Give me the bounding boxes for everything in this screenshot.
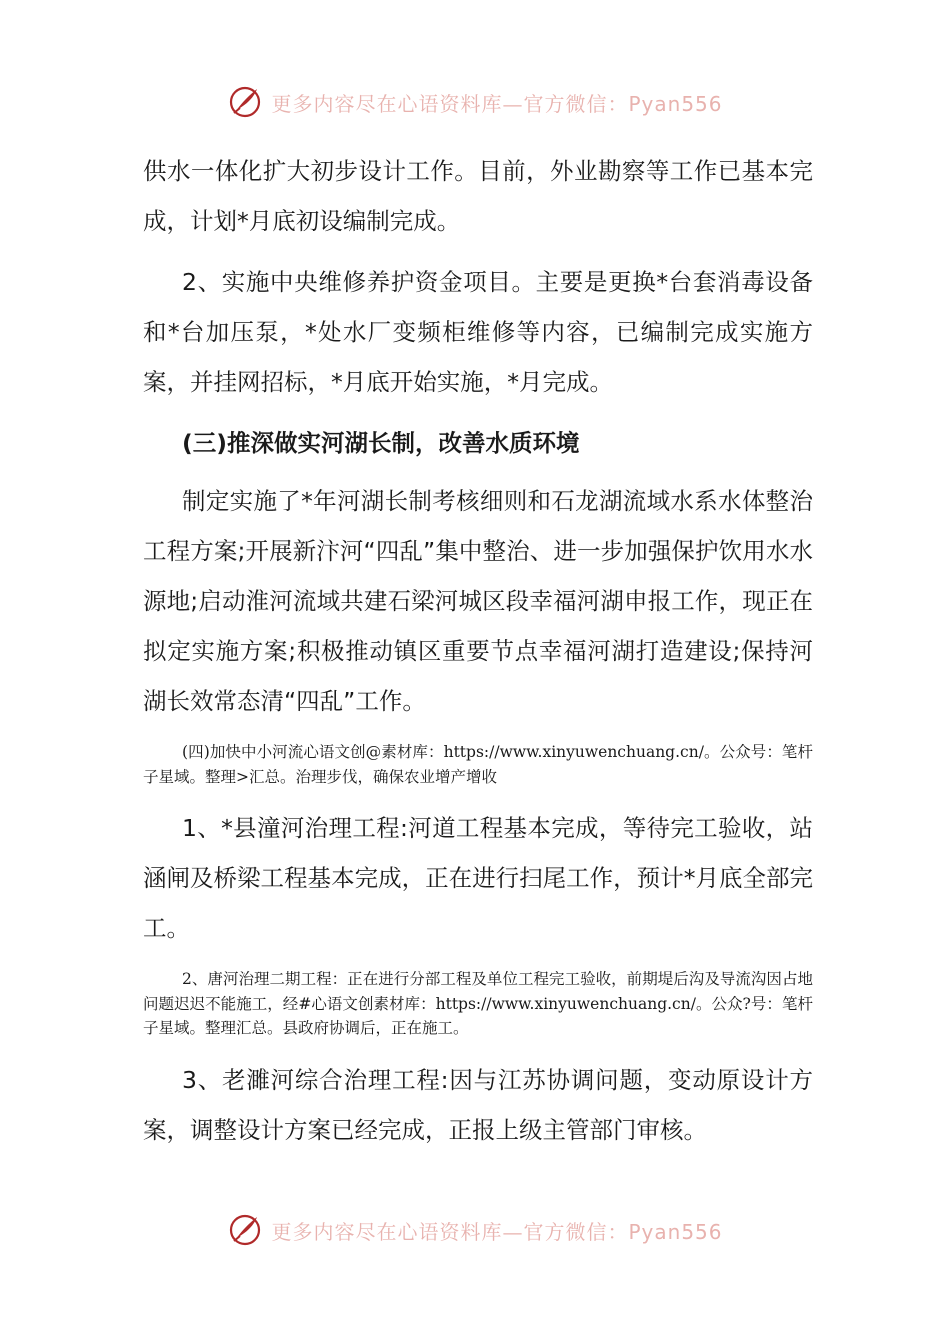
watermark-banner-top <box>0 82 950 122</box>
watermark-text: 更多内容尽在心语资料库—官方微信：Pyan556 <box>271 1219 723 1244</box>
paragraph: 2、实施中央维修养护资金项目。主要是更换*台套消毒设备和*台加压泵，*处水厂变频柜维修等内容，已编制完成实施方案，并挂网招标，*月底开始实施，*月完成。 <box>143 268 813 396</box>
paragraph: 制定实施了*年河湖长制考核细则和石龙湖流域水系水体整治工程方案;开展新汴河“四乱”集中整治、进一步加强保护饮用水水源地;启动淮河流域共建石梁河城区段幸福河湖申报工作，现正在拟定实施方案;积极推动镇区重要节点幸福河湖打造建设;保持河湖长效常态清“四乱”工作。 <box>143 487 813 715</box>
paragraph: 供水一体化扩大初步设计工作。目前，外业勘察等工作已基本完成，计划*月底初设编制完成。 <box>143 157 813 235</box>
paragraph: 1、*县潼河治理工程:河道工程基本完成，等待完工验收，站涵闸及桥梁工程基本完成，正在进行扫尾工作，预计*月底全部完工。 <box>143 814 813 942</box>
watermark-banner-bottom <box>0 1210 950 1250</box>
section-heading: (三)推深做实河湖长制，改善水质环境 <box>182 429 580 457</box>
quill-pen-icon <box>227 1212 263 1248</box>
quill-pen-icon <box>227 84 263 120</box>
small-paragraph: (四)加快中小河流心语文创@素材库：https://www.xinyuwenchuang.cn/。公众号：笔杆子星域。整理>汇总。治理步伐，确保农业增产增收 <box>143 743 813 786</box>
document-body <box>143 146 813 1155</box>
watermark-text: 更多内容尽在心语资料库—官方微信：Pyan556 <box>271 91 723 116</box>
paragraph: 3、老濉河综合治理工程:因与江苏协调问题，变动原设计方案，调整设计方案已经完成，正报上级主管部门审核。 <box>143 1065 813 1144</box>
small-paragraph: 2、唐河治理二期工程：正在进行分部工程及单位工程完工验收，前期堤后沟及导流沟因占地问题迟迟不能施工，经#心语文创素材库：https://www.xinyuwenchuang.cn/。公众?号：笔杆子星域。整理汇总。县政府协调后，正在施工。 <box>143 970 813 1037</box>
